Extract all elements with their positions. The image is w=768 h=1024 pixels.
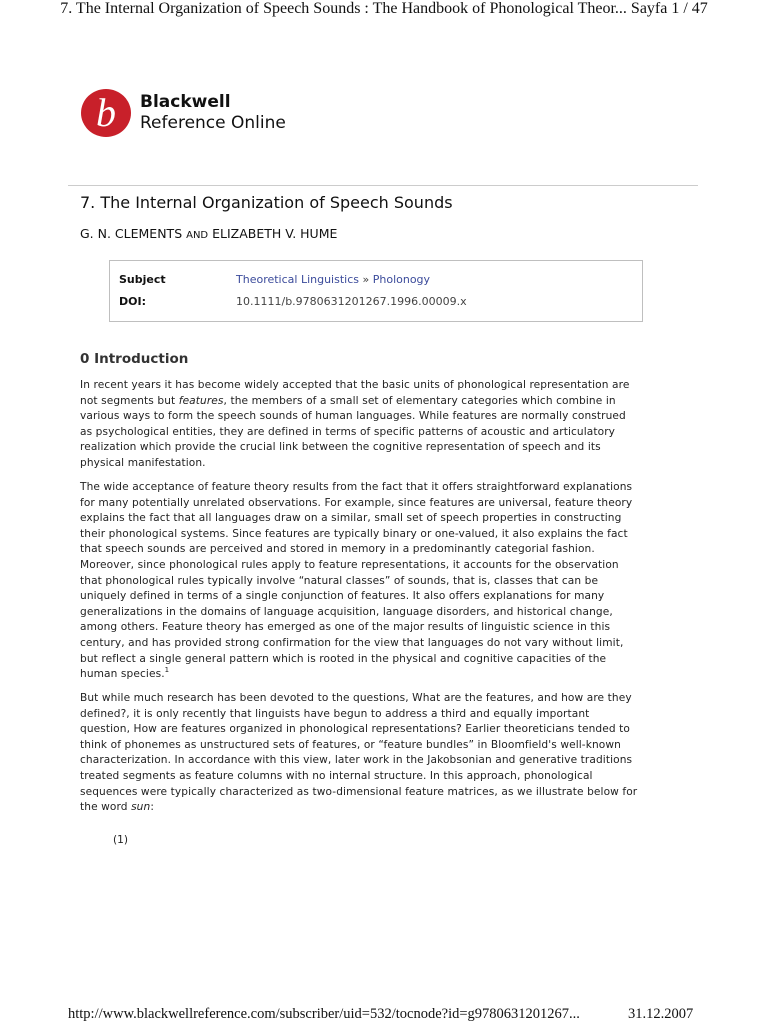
paragraph-2: The wide acceptance of feature theory results from the fact that it offers straightforward explanations for many potentially unrelated observations. For example, since features are universal, feature theory explains the fact that all languages draw on a similar, small set of speech properties in constructing their phonological systems. Since features are typically binary or one-valued, it also explains the fact that speech sounds are perceived and stored in memory in a predominantly categorial fashion. Moreover, since phonological rules apply to feature representations, it accounts for the observation that phonological rules typically involve “natural classes” of sounds, that is, classes that can be uniquely defined in terms of a single conjunction of features. It also offers explanations for many generalizations in the domains of language acquisition, language disorders, and historical change, among others. Feature theory has emerged as one of the major results of linguistic science in this century, and has provided strong confirmation for the view that languages do not vary without limit, but reflect a single general pattern which is rooted in the physical and cognitive capacities of the human species.$^1$ — [80, 481, 633, 681]
logo-letter: b — [96, 90, 116, 135]
footnote-1-link[interactable]: 1 — [164, 666, 170, 675]
print-header-title: 7. The Internal Organization of Speech Sounds : The Handbook of Phonological Theor... Sayfa 1 / 47 — [60, 0, 708, 17]
subject-link-theoretical-linguistics[interactable]: Theoretical Linguistics — [236, 273, 359, 286]
header-divider — [68, 185, 698, 186]
authors — [80, 226, 337, 241]
brand-subtitle: Reference Online — [140, 113, 286, 133]
paragraph-3: But while much research has been devoted to the questions, What are the features, and how are they defined?, it is only recently that linguists have begun to address a third and equally important question, How are features organized in phonological representations? Earlier theoreticians tended to think of phonemes as unstructured sets of features, or “feature bundles” in Bloomfield's well-known characterization. In accordance with this view, later work in the Jakobsonian and generative traditions treated segments as feature columns with no internal structure. In this approach, phonological sequences were typically characterized as two-dimensional feature matrices, as we illustrate below for the word sun: — [80, 692, 638, 814]
brand-name: Blackwell — [140, 92, 231, 112]
subject-link-pholonogy[interactable]: Pholonogy — [372, 273, 431, 286]
blackwell-logo-icon — [80, 88, 132, 138]
subject-label: Subject — [119, 273, 166, 286]
author-conjunction: AND — [186, 230, 209, 241]
section-heading: 0 Introduction — [80, 351, 189, 367]
subject-value — [236, 273, 430, 286]
doi-value: 10.1111/b.9780631201267.1996.00009.x — [236, 295, 467, 308]
example-number: (1) — [113, 834, 129, 846]
metadata-box — [109, 260, 643, 322]
chapter-title: 7. The Internal Organization of Speech Sounds — [80, 193, 453, 212]
footer-url: http://www.blackwellreference.com/subscriber/uid=532/tocnode?id=g9780631201267... — [68, 1006, 580, 1022]
subject-separator: » — [359, 273, 373, 286]
author-2: ELIZABETH V. HUME — [212, 226, 338, 241]
doi-label: DOI: — [119, 295, 146, 308]
paragraph-1: In recent years it has become widely accepted that the basic units of phonological representation are not segments but features, the members of a small set of elementary categories which combine in various ways to form the speech sounds of human languages. While features are normally construed as psychological entities, they are defined in terms of specific patterns of acoustic and articulatory realization which provide the crucial link between the cognitive representation of speech and its physical manifestation. — [80, 379, 630, 469]
author-1: G. N. CLEMENTS — [80, 226, 183, 241]
footer-date: 31.12.2007 — [628, 1006, 694, 1022]
